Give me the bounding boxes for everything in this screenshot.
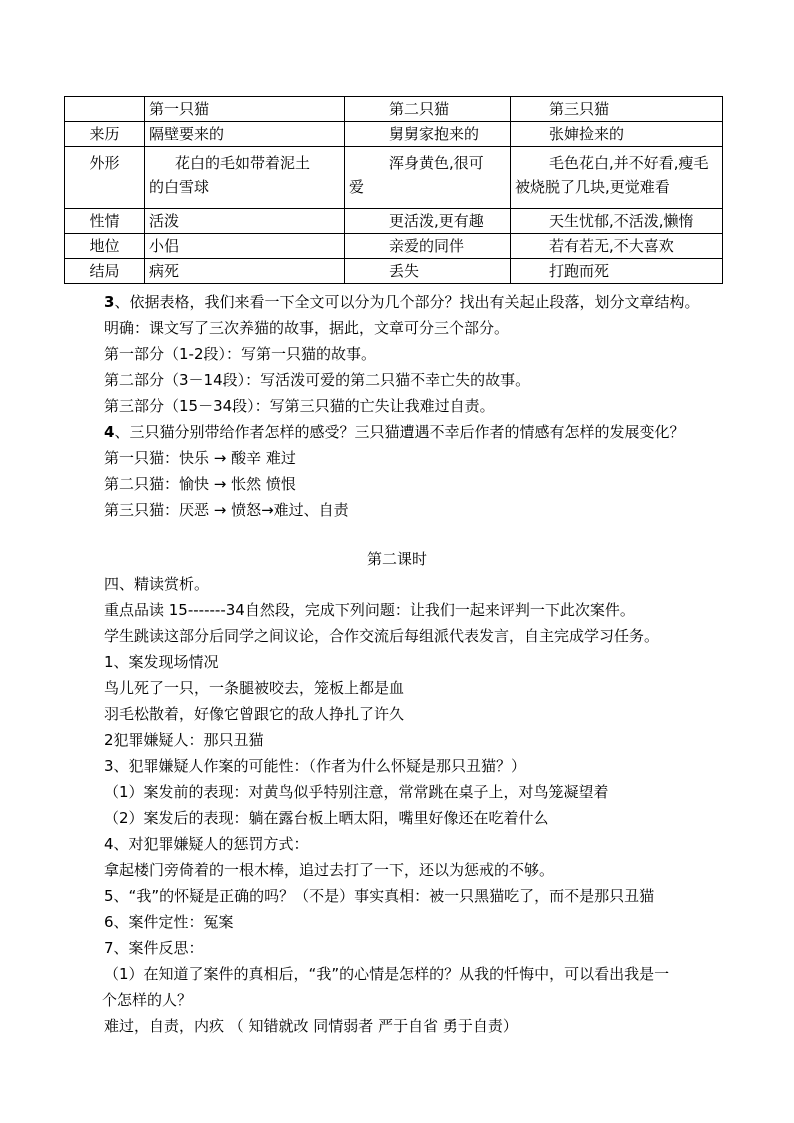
cell-cat3-appearance xyxy=(511,147,723,209)
question-4-text: 、三只猫分别带给作者怎样的感受？三只猫遭遇不幸后作者的情感有怎样的发展变化？ xyxy=(114,423,685,441)
cell-cat2-appearance-line2: 爱 xyxy=(349,178,365,196)
table-header-cat1: 第一只猫 xyxy=(145,97,345,122)
cat-comparison-table xyxy=(64,96,723,284)
table-row-temperament xyxy=(65,209,723,234)
item-4: 4、对犯罪嫌疑人的惩罚方式： xyxy=(104,835,309,853)
cell-cat3-origin: 张婶捡来的 xyxy=(511,122,723,147)
item-7: 7、案件反思： xyxy=(104,939,204,957)
question-3-text: 、依据表格，我们来看一下全文可以分为几个部分？找出有关起止段落，划分文章结构。 xyxy=(114,293,700,311)
table-row-status xyxy=(65,234,723,259)
cell-cat3-appearance-line1: 毛色花白,并不好看,瘦毛 xyxy=(549,154,709,172)
item-3a: （1）案发前的表现：对黄鸟似乎特别注意，常常跳在桌子上，对鸟笼凝望着 xyxy=(104,783,609,801)
cell-cat1-outcome: 病死 xyxy=(145,259,345,284)
cell-cat1-temperament: 活泼 xyxy=(145,209,345,234)
cell-cat1-appearance-line2: 的白雪球 xyxy=(149,178,210,196)
item-6: 6、案件定性：冤案 xyxy=(104,913,234,931)
cell-cat2-appearance xyxy=(345,147,511,209)
table-header-corner xyxy=(65,97,145,122)
cell-cat2-temperament: 更活泼,更有趣 xyxy=(345,209,511,234)
cat3-feeling: 第三只猫：厌恶 → 愤怒→难过、自责 xyxy=(104,501,349,519)
question-3 xyxy=(104,290,699,315)
item-7b: 个怎样的人？ xyxy=(102,991,193,1009)
question-4 xyxy=(104,420,684,445)
part-1: 第一部分（1-2段）：写第一只猫的故事。 xyxy=(104,345,377,363)
row-label-outcome: 结局 xyxy=(65,259,145,284)
cell-cat2-status: 亲爱的同伴 xyxy=(345,234,511,259)
cat2-feeling: 第二只猫：愉快 → 怅然 愤恨 xyxy=(104,475,296,493)
cell-cat2-appearance-line1: 浑身黄色,很可 xyxy=(389,154,484,172)
item-1a: 鸟儿死了一只，一条腿被咬去，笼板上都是血 xyxy=(104,679,405,697)
cell-cat1-origin: 隔壁要来的 xyxy=(145,122,345,147)
question-3-answer: 明确：课文写了三次养猫的故事，据此，文章可分三个部分。 xyxy=(104,319,510,337)
part-2: 第二部分（3－14段）：写活泼可爱的第二只猫不幸亡失的故事。 xyxy=(104,371,531,389)
cell-cat2-outcome: 丢失 xyxy=(345,259,511,284)
table-row-outcome xyxy=(65,259,723,284)
cat1-feeling: 第一只猫：快乐 → 酸辛 难过 xyxy=(104,449,296,467)
row-label-status: 地位 xyxy=(65,234,145,259)
part-3: 第三部分（15－34段）：写第三只猫的亡失让我难过自责。 xyxy=(104,397,495,415)
cell-cat1-status: 小侣 xyxy=(145,234,345,259)
question-3-number: 3 xyxy=(104,293,115,311)
table-header-cat2: 第二只猫 xyxy=(345,97,511,122)
item-7a: （1）在知道了案件的真相后，“我”的心情是怎样的？从我的忏悔中，可以看出我是一 xyxy=(104,965,670,983)
item-5: 5、“我”的怀疑是正确的吗？（不是）事实真相：被一只黑猫吃了，而不是那只丑猫 xyxy=(104,887,655,905)
table-row-appearance xyxy=(65,147,723,209)
students-instruction: 学生跳读这部分后同学之间议论，合作交流后每组派代表发言，自主完成学习任务。 xyxy=(104,627,660,645)
cell-cat3-outcome: 打跑而死 xyxy=(511,259,723,284)
lesson-2-title: 第二课时 xyxy=(366,550,427,568)
table-header-cat3: 第三只猫 xyxy=(511,97,723,122)
cell-cat1-appearance-line1: 花白的毛如带着泥土 xyxy=(175,154,311,172)
table-header-row xyxy=(65,97,723,122)
row-label-origin: 来历 xyxy=(65,122,145,147)
item-2: 2犯罪嫌疑人：那只丑猫 xyxy=(104,731,264,749)
item-3b: （2）案发后的表现：躺在露台板上晒太阳，嘴里好像还在吃着什么 xyxy=(104,809,549,827)
item-1: 1、案发现场情况 xyxy=(104,653,219,671)
cell-cat1-appearance xyxy=(145,147,345,209)
item-4a: 拿起楼门旁倚着的一根木棒，追过去打了一下，还以为惩戒的不够。 xyxy=(104,861,555,879)
question-4-number: 4 xyxy=(104,423,115,441)
row-label-temperament: 性情 xyxy=(65,209,145,234)
cell-cat3-temperament: 天生忧郁,不活泼,懒惰 xyxy=(511,209,723,234)
cell-cat3-appearance-line2: 被烧脱了几块,更觉难看 xyxy=(515,178,670,196)
item-7c: 难过，自责，内疚 （ 知错就改 同情弱者 严于自省 勇于自责） xyxy=(104,1017,518,1035)
table-row-origin xyxy=(65,122,723,147)
item-3: 3、犯罪嫌疑人作案的可能性：（作者为什么怀疑是那只丑猫？） xyxy=(104,757,527,775)
cell-cat3-status: 若有若无,不大喜欢 xyxy=(511,234,723,259)
item-1b: 羽毛松散着，好像它曾跟它的敌人挣扎了许久 xyxy=(104,705,405,723)
cell-cat2-origin: 舅舅家抱来的 xyxy=(345,122,511,147)
focus-instruction: 重点品读 15-------34自然段，完成下列问题：让我们一起来评判一下此次案件。 xyxy=(104,601,635,619)
row-label-appearance: 外形 xyxy=(65,147,145,209)
section-4-heading: 四、精读赏析。 xyxy=(104,575,210,593)
